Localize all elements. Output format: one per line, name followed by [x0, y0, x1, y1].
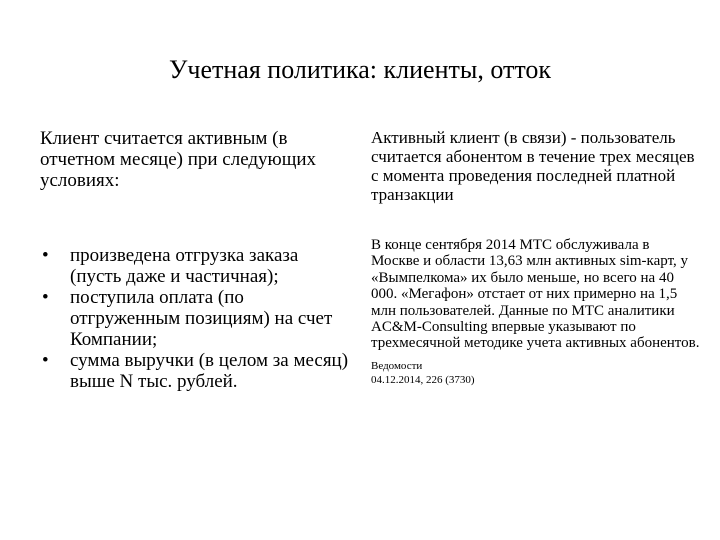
- active-client-lead: Клиент считается активным (в отчетном месяце) при следующих условиях:: [40, 128, 317, 191]
- telecom-definition: Активный клиент (в связи) - пользователь считается абонентом в течение трех месяцев с момента проведения последней платной транзакции: [371, 128, 695, 204]
- list-item: [40, 287, 350, 350]
- condition-text: произведена отгрузка заказа (пусть даже и частичная);: [70, 245, 299, 287]
- condition-list: [40, 245, 350, 392]
- right-column: [371, 128, 701, 387]
- condition-text: поступила оплата (по отгруженным позициям) на счет Компании;: [70, 287, 333, 350]
- news-quote: В конце сентября 2014 МТС обслуживала в Москве и области 13,63 млн активных sim-карт, у «Вымпелкома» их было меньше, но всего на 40 000. «Мегафон» отстает от них примерно на 1,5 млн пользователей. Данные по МТС аналитики AC&M-Consulting впервые указывают по трехмесячной методике учета активных абонентов.: [371, 237, 700, 352]
- list-item: [40, 245, 350, 287]
- left-column: [40, 128, 350, 392]
- slide-title: Учетная политика: клиенты, отток: [168, 55, 551, 84]
- source-date: 04.12.2014, 226 (3730): [371, 373, 475, 386]
- bullet-icon: •: [42, 245, 49, 266]
- bullet-icon: •: [42, 350, 49, 371]
- bullet-icon: •: [42, 287, 49, 308]
- source-name: Ведомости: [371, 359, 423, 372]
- source-citation: [371, 359, 701, 387]
- condition-text: сумма выручки (в целом за месяц) выше N тыс. рублей.: [70, 350, 349, 392]
- list-item: [40, 350, 350, 392]
